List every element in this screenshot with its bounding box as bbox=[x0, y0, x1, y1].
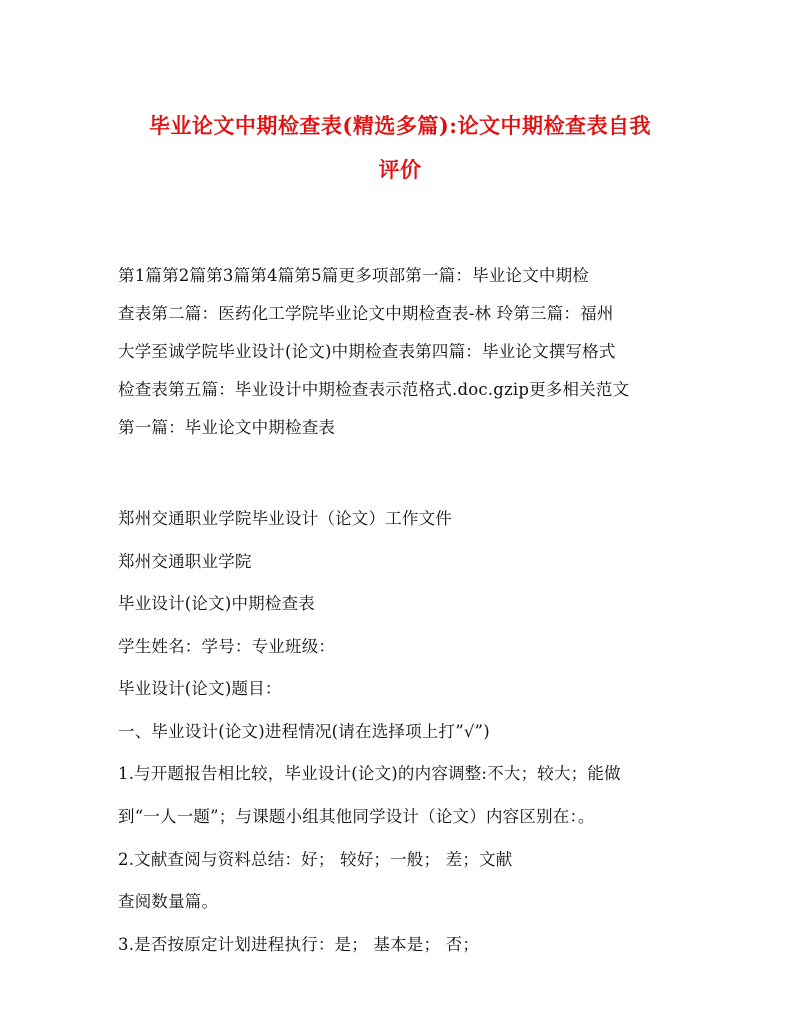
body-line-9: 2.文献查阅与资料总结：好； 较好；一般； 差；文献 bbox=[118, 850, 513, 869]
body-line-11: 3.是否按原定计划进程执行：是； 基本是； 否； bbox=[118, 935, 480, 954]
intro-line-1: 第1篇第2篇第3篇第4篇第5篇更多项部第一篇：毕业论文中期检 bbox=[118, 266, 589, 285]
body-line-2: 郑州交通职业学院 bbox=[118, 552, 252, 571]
document-title bbox=[108, 104, 692, 192]
body-line-5: 毕业设计(论文)题目： bbox=[118, 679, 282, 698]
intro-paragraph bbox=[118, 257, 692, 447]
title-line-2: 评价 bbox=[378, 157, 422, 182]
title-line-1: 毕业论文中期检查表(精选多篇):论文中期检查表自我 bbox=[148, 113, 652, 138]
body-line-10: 查阅数量篇。 bbox=[118, 892, 219, 911]
body-line-3: 毕业设计(论文)中期检查表 bbox=[118, 594, 315, 613]
body-line-1: 郑州交通职业学院毕业设计（论文）工作文件 bbox=[118, 509, 452, 528]
intro-line-4: 检查表第五篇：毕业设计中期检查表示范格式.doc.gzip更多相关范文 bbox=[118, 380, 630, 399]
intro-line-2: 查表第二篇：医药化工学院毕业论文中期检查表-林 玲第三篇：福州 bbox=[118, 304, 614, 323]
body-line-4: 学生姓名：学号：专业班级： bbox=[118, 637, 336, 656]
body-line-6: 一、毕业设计(论文)进程情况(请在选择项上打”√”) bbox=[118, 722, 490, 741]
body-line-8: 到“一人一题”；与课题小组其他同学设计（论文）内容区别在：。 bbox=[118, 807, 595, 826]
intro-line-5: 第一篇：毕业论文中期检查表 bbox=[118, 418, 336, 437]
intro-line-3: 大学至诚学院毕业设计(论文)中期检查表第四篇：毕业论文撰写格式 bbox=[118, 342, 616, 361]
body-line-7: 1.与开题报告相比较，毕业设计(论文)的内容调整:不大；较大；能做 bbox=[118, 764, 621, 783]
